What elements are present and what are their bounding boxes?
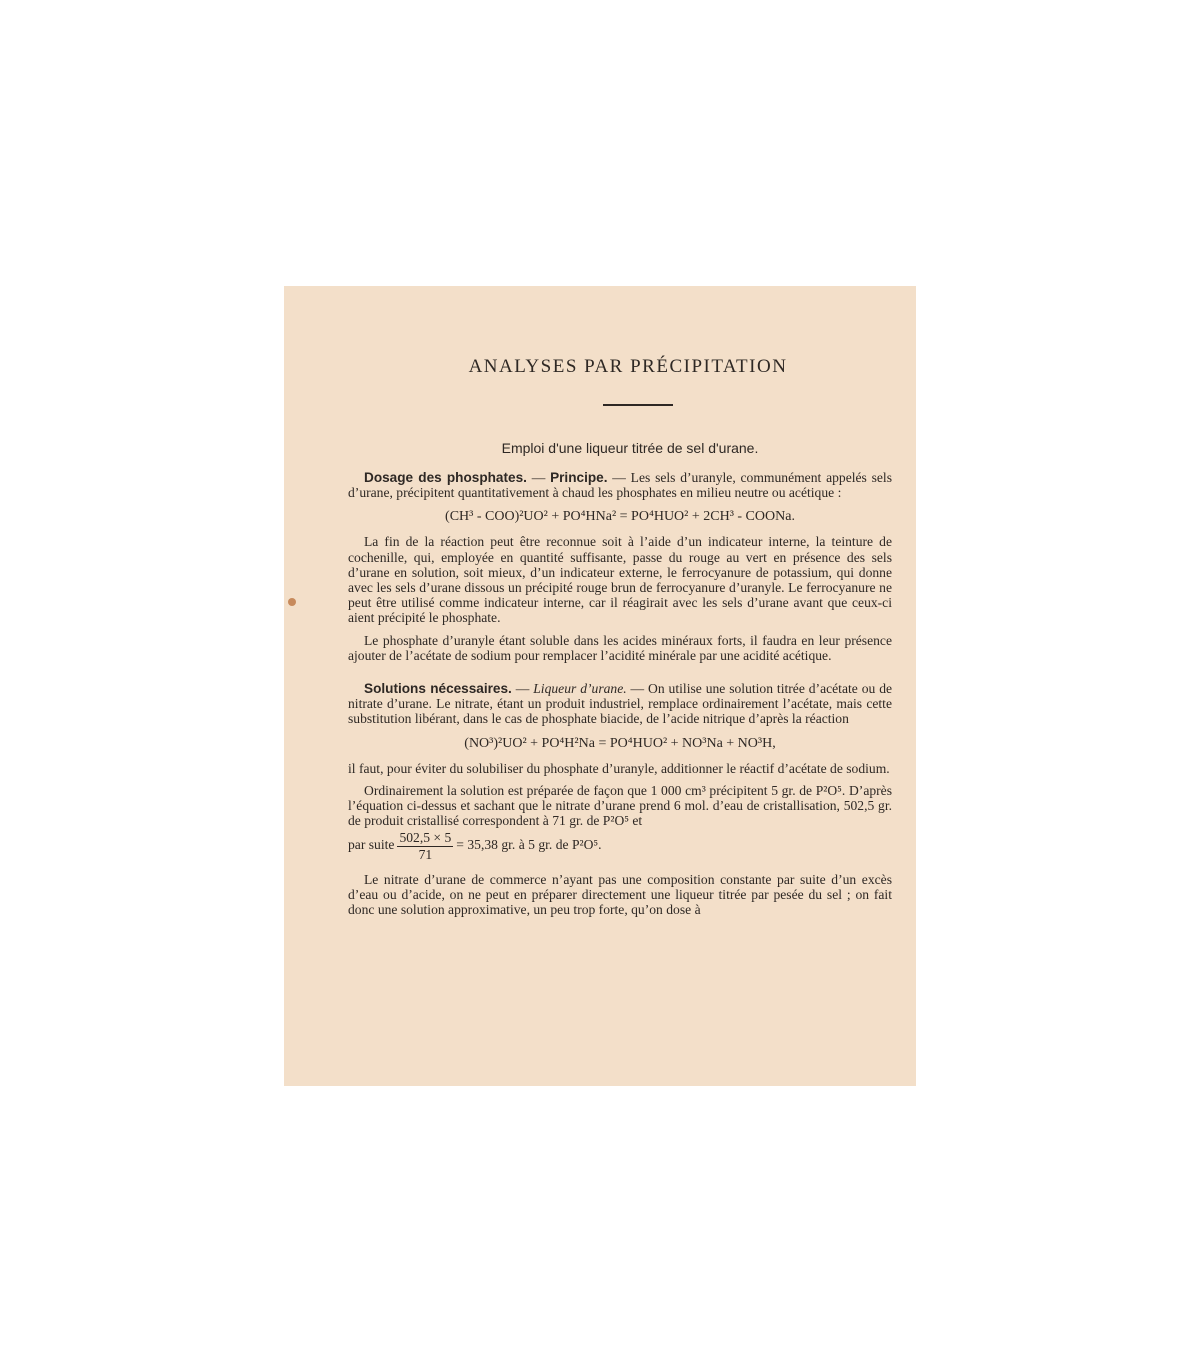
dosage-text: Les sels d’uranyle, communément appelés sels d’urane, précipitent quantitativement à chaud les phosphates en milieu neutre ou acétique :	[348, 470, 892, 501]
par-suite-lead: par suite	[348, 837, 395, 853]
equation-1: (CH³ - COO)²UO² + PO⁴HNa² = PO⁴HUO² + 2CH³ - COONa.	[445, 509, 795, 525]
solutions-dash-2: —	[626, 681, 649, 697]
dosage-heading: Dosage des phosphates.	[364, 470, 527, 485]
principe-heading: Principe.	[550, 470, 608, 485]
fraction	[397, 830, 453, 861]
fraction-numerator: 502,5 × 5	[399, 830, 452, 846]
section-subtitle: Emploi d'une liqueur titrée de sel d'urane.	[501, 440, 759, 456]
dosage-dash-2: —	[607, 470, 631, 485]
paragraph-dosage	[348, 470, 892, 500]
page-title: ANALYSES PAR PRÉCIPITATION	[468, 356, 788, 377]
book-page	[284, 286, 916, 1086]
paragraph-fin-reaction: La fin de la réaction peut être reconnue soit à l’aide d’un indicateur interne, la teinture de cochenille, qui, employée en quantité suffisante, passe du rouge au vert en présence des sels d’urane en solution, soit mieux, d’un indicateur externe, le ferrocyanure de potassium, qui donne avec les sels d’urane dissous un précipité rouge brun de ferrocyanure d’uranyle. Le ferrocyanure ne peut être utilisé comme indicateur interne, car il réagirait avec les sels d’urane avant que ceux-ci aient précipité le phosphate.	[348, 534, 892, 626]
fraction-denominator: 71	[418, 846, 433, 862]
equation-2: (NO³)²UO² + PO⁴H²Na = PO⁴HUO² + NO³Na + NO³H,	[464, 735, 776, 751]
solutions-dash-1: —	[511, 681, 534, 697]
solutions-heading: Solutions nécessaires.	[364, 681, 512, 697]
paragraph-il-faut: il faut, pour éviter du solubiliser du phosphate d’uranyle, additionner le réactif d’acétate de sodium.	[348, 760, 890, 776]
paper-stain	[288, 598, 296, 606]
solutions-text: On utilise une solution titrée d’acétate ou de nitrate d’urane. Le nitrate, étant un produit industriel, remplace ordinairement l’acétate, mais cette substitution libérant, dans le cas de phosphate biacide, de l’acide nitrique d’après la réaction	[348, 681, 893, 727]
dosage-dash-1: —	[526, 470, 551, 485]
paragraph-nitrate-commerce: Le nitrate d’urane de commerce n’ayant pas une composition constante par suite d’un excès d’eau ou d’acide, on ne peut en préparer directement une liqueur titrée par pesée du sel ; on fait donc une solution approximative, un peu trop forte, qu’on dose à	[348, 871, 892, 918]
paragraph-phosphate-uranyle: Le phosphate d’uranyle étant soluble dans les acides minéraux forts, il faudra en leur présence ajouter de l’acétate de sodium pour remplacer l’acidité minérale par une acidité acétique.	[348, 632, 892, 663]
fraction-result: = 35,38 gr. à 5 gr. de P²O⁵.	[456, 837, 602, 853]
liqueur-heading: Liqueur d’urane.	[533, 681, 627, 697]
title-rule	[603, 404, 673, 406]
paragraph-ordinairement: Ordinairement la solution est préparée de façon que 1 000 cm³ précipitent 5 gr. de P²O⁵. D’après l’équation ci-dessus et sachant que le nitrate d’urane prend 6 mol. d’eau de cristallisation, 502,5 gr. de produit cristallisé correspondent à 71 gr. de P²O⁵ et	[348, 782, 892, 829]
fraction-line	[348, 830, 892, 861]
paragraph-solutions	[348, 681, 892, 727]
